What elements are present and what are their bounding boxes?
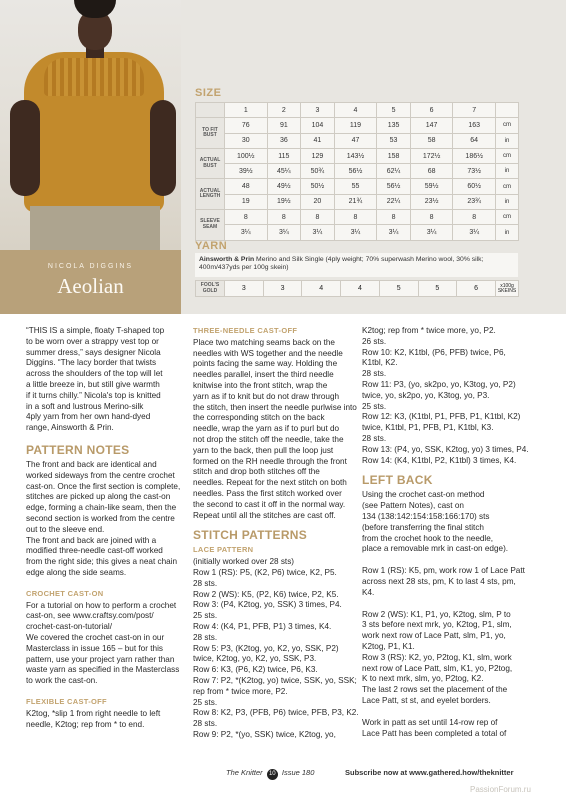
size-cell: 50¾ <box>301 164 335 179</box>
text-line: Repeat until all the stitches are cast off. <box>193 510 336 520</box>
size-cell: 23¾ <box>453 194 496 209</box>
text-line: 28 sts. <box>193 632 218 642</box>
text-line: Row 3 (RS): K2, yo, P2tog, K1, slm, work <box>362 652 512 662</box>
size-cell: 45¼ <box>267 164 301 179</box>
text-line: summer dress,” says designer Nicola <box>26 347 161 357</box>
skeins-unit: x100g SKEINS <box>496 281 519 297</box>
text-line: Row 2 (WS): K1, P1, yo, K2tog, slm, P to <box>362 609 511 619</box>
left-back-row2 <box>362 610 532 707</box>
text-line: needles with WS together and the needle <box>193 348 343 358</box>
watermark: PassionForum.ru <box>470 785 531 794</box>
text-line: worked sideways from the centre crochet <box>26 470 175 480</box>
text-line: Work in patt as set until 14-row rep of <box>362 717 498 727</box>
text-line: (before transferring the final stitch <box>362 522 484 532</box>
skirt <box>30 206 160 250</box>
size-cell: 36 <box>267 133 301 148</box>
text-line: waste yarn as specified in the Masterclass <box>26 665 180 675</box>
size-cell: 55 <box>334 179 377 194</box>
column-2 <box>193 326 359 741</box>
size-cell: 68 <box>410 164 453 179</box>
text-line: work next row of Lace Patt, slm, P1, yo, <box>362 631 506 641</box>
size-cell: 3¼ <box>377 225 411 240</box>
size-cell: 3¼ <box>267 225 301 240</box>
size-unit: in <box>496 133 519 148</box>
text-line: stitch and drop both stitches off the <box>193 467 320 477</box>
size-cell: 21¾ <box>334 194 377 209</box>
skein-count: 5 <box>418 281 457 297</box>
left-arm <box>10 100 40 196</box>
size-cell: 3¼ <box>301 225 335 240</box>
text-line: Lace Patt, st st, and eyelet borders. <box>362 695 491 705</box>
intro-text <box>26 326 181 434</box>
size-cell: 8 <box>334 210 377 225</box>
size-cell: 100½ <box>225 148 268 163</box>
text-line: K2tog; rep from * twice more, yo, P2. <box>362 326 496 335</box>
text-line: 25 sts. <box>193 697 218 707</box>
issue-number: Issue 180 <box>281 768 315 777</box>
text-line: twice, K1tbl, P1, PFB, P1, K1tbl, K3. <box>362 423 494 433</box>
text-line: Row 12: K3, (K1tbl, P1, PFB, P1, K1tbl, K2) <box>362 412 521 422</box>
yarn-heading: YARN <box>195 240 228 252</box>
text-line: 26 sts. <box>362 336 387 346</box>
size-cell: 50½ <box>301 179 335 194</box>
lace-yoke <box>44 58 144 96</box>
size-cell: 115 <box>267 148 301 163</box>
size-cell: 104 <box>301 118 335 133</box>
text-line: Using the crochet cast-on method <box>362 490 485 500</box>
size-cell: 39½ <box>225 164 268 179</box>
colour-label: FOOL'S GOLD <box>196 281 225 297</box>
flexible-cast-off-heading: FLEXIBLE CAST-OFF <box>26 696 107 706</box>
size-cell: 59½ <box>410 179 453 194</box>
size-cell: 49½ <box>267 179 301 194</box>
text-line: Row 8: K2, P3, (PFB, P6) twice, PFB, P3, K2. <box>193 708 359 718</box>
skein-count: 3 <box>225 281 264 297</box>
size-row <box>196 103 519 118</box>
text-line: points facing the same way. Holding the <box>193 359 338 369</box>
size-cell: 3¼ <box>334 225 377 240</box>
size-row-label: SLEEVE SEAM <box>196 210 225 241</box>
text-line: The last 2 rows set the placement of the <box>362 685 508 695</box>
text-line: cast-on. Once the first section is complete, <box>26 481 181 491</box>
yarn-desc: Merino and Silk Single (4ply weight; 70% superwash Merino wool, 30% silk; 400m/437yds per 100g skein) <box>199 256 484 271</box>
text-line: Row 1 (RS): K5, pm, work row 1 of Lace Patt <box>362 566 525 576</box>
size-cell: 58 <box>410 133 453 148</box>
text-line: range, Ainsworth & Prin. <box>26 423 114 433</box>
text-line: Row 10: K2, K1tbl, (P6, PFB) twice, P6, <box>362 347 506 357</box>
size-cell: 76 <box>225 118 268 133</box>
text-line: Row 9: P2, *(yo, SSK) twice, K2tog, yo, <box>193 729 336 739</box>
text-line: twice, K2tog, yo, K2, yo, SSK, P3. <box>193 654 317 664</box>
size-cell: 143½ <box>334 148 377 163</box>
size-cell: 7 <box>453 103 496 118</box>
text-line: from the crochet hook to the needle, <box>362 533 494 543</box>
left-back-work <box>362 718 532 740</box>
size-cell: 3 <box>301 103 335 118</box>
size-cell: 41 <box>301 133 335 148</box>
text-line: 28 sts. <box>362 369 387 379</box>
text-line: to work the cast-on. <box>26 676 98 686</box>
text-line: yarn as if to knit but do not draw through <box>193 391 340 401</box>
text-line: Row 11: P3, (yo, sk2po, yo, K3tog, yo, P2) <box>362 379 516 389</box>
size-cell: 48 <box>225 179 268 194</box>
size-cell: 8 <box>453 210 496 225</box>
size-cell: 135 <box>377 118 411 133</box>
text-line: Lace Patt has been completed a total of <box>362 728 507 738</box>
text-line: needles. Pass the first stitch worked over <box>193 488 342 498</box>
size-cell: 186½ <box>453 148 496 163</box>
size-cell: 8 <box>410 210 453 225</box>
size-cell: 8 <box>225 210 268 225</box>
size-unit: in <box>496 194 519 209</box>
size-cell: 8 <box>377 210 411 225</box>
magazine-name: The Knitter <box>226 768 263 777</box>
text-line: 134 (138:142:154:158:166:170) sts <box>362 511 490 521</box>
text-line: K2tog, *slip 1 from right needle to left <box>26 708 161 718</box>
text-line: second section is worked from the centre <box>26 513 175 523</box>
text-line: edge, forming a chain-like seam, then the <box>26 503 177 513</box>
text-line: next row of Lace Patt, slm, K1, yo, P2tog, <box>362 663 513 673</box>
text-line: crochet-cast-on-tutorial/ <box>26 622 113 632</box>
size-cell: 73½ <box>453 164 496 179</box>
size-cell: 2 <box>267 103 301 118</box>
text-line: Place two matching seams back on the <box>193 337 335 347</box>
text-line: Row 7: P2, *(K2tog, yo) twice, SSK, yo, SSK; <box>193 675 357 685</box>
text-line: if it turns chilly.” Nicola's top is knitted <box>26 390 161 400</box>
size-cell: 8 <box>267 210 301 225</box>
text-line: Row 4: (K4, P1, PFB, P1) 3 times, K4. <box>193 621 332 631</box>
lace-pattern-cont <box>362 326 532 466</box>
three-needle-heading: THREE-NEEDLE CAST-OFF <box>193 326 298 335</box>
size-cell: 30 <box>225 133 268 148</box>
text-line: For a tutorial on how to perform a crochet <box>26 600 177 610</box>
text-line: to be worn over a strappy vest top or <box>26 336 159 346</box>
text-line: modified three-needle cast-off worked <box>26 546 163 556</box>
skeins-table <box>195 280 519 297</box>
text-line: twice, yo, sk2po, yo, K3tog, yo, P3. <box>362 390 490 400</box>
text-line: Row 14: (K4, K1tbl, P2, K1tbl) 3 times, K4. <box>362 455 517 465</box>
size-cell: 56½ <box>377 179 411 194</box>
text-line: Row 3: (P4, K2tog, yo, SSK) 3 times, P4. <box>193 600 342 610</box>
text-line: We covered the crochet cast-on in our <box>26 632 165 642</box>
text-line: The front and back are joined with a <box>26 535 157 545</box>
text-line: “THIS IS a simple, floaty T-shaped top <box>26 326 165 335</box>
size-cell: 4 <box>334 103 377 118</box>
size-unit <box>496 103 519 118</box>
left-back-row1 <box>362 566 532 598</box>
size-cell: 53 <box>377 133 411 148</box>
hero-photo <box>0 0 181 250</box>
size-cell: 172½ <box>410 148 453 163</box>
text-line: Diggins. “The lacy border that twists <box>26 358 157 368</box>
size-cell: 64 <box>453 133 496 148</box>
size-unit: in <box>496 164 519 179</box>
size-row <box>196 194 519 209</box>
size-row <box>196 164 519 179</box>
text-line: yarn to the back, then pull the loop just <box>193 445 334 455</box>
size-cell: 19 <box>225 194 268 209</box>
subscribe-link[interactable]: Subscribe now at www.gathered.how/theknitter <box>345 768 514 777</box>
text-line: (see Pattern Notes), cast on <box>362 501 464 511</box>
size-cell: 3¼ <box>410 225 453 240</box>
text-line: 25 sts. <box>193 611 218 621</box>
skein-count: 3 <box>263 281 302 297</box>
text-line: a little breeze in, but still give warmth <box>26 379 160 389</box>
crochet-cast-on-heading: CROCHET CAST-ON <box>26 588 104 598</box>
text-line: 25 sts. <box>362 401 387 411</box>
skein-count: 4 <box>302 281 341 297</box>
size-cell: 163 <box>453 118 496 133</box>
pattern-notes-text <box>26 460 181 579</box>
size-row <box>196 225 519 240</box>
text-line: place a removable mrk in cast-on edge). <box>362 544 509 554</box>
text-line: rep from * twice more, P2. <box>193 686 288 696</box>
text-line: 28 sts. <box>362 433 387 443</box>
size-row-label <box>196 103 225 118</box>
size-cell: 23½ <box>410 194 453 209</box>
text-line: Row 6: K3, (P6, K2) twice, P6, K3. <box>193 665 318 675</box>
text-line: The front and back are identical and <box>26 459 157 469</box>
text-line: across the shoulders of the top will let <box>26 369 163 379</box>
designer-name: NICOLA DIGGINS <box>47 263 134 270</box>
text-line: Masterclass in issue 165 – but for this <box>26 643 163 653</box>
size-cell: 62¼ <box>377 164 411 179</box>
skein-count: 5 <box>379 281 418 297</box>
size-unit: in <box>496 225 519 240</box>
yarn-brand: Ainsworth & Prin <box>199 256 255 263</box>
text-line: 3 sts before next mrk, yo, K2tog, P1, slm, <box>362 620 512 630</box>
text-line: K2tog, P1, K1. <box>362 641 415 651</box>
skein-count: 6 <box>457 281 496 297</box>
text-line: 4ply yarn from her own hand-dyed <box>26 412 151 422</box>
text-line: formed on the RH needle through the front <box>193 456 347 466</box>
size-row-label: ACTUAL LENGTH <box>196 179 225 210</box>
text-line: stitches are picked up along the cast-on <box>26 492 171 502</box>
size-row-label: ACTUAL BUST <box>196 148 225 179</box>
text-line: needle, K2tog; rep from * to end. <box>26 719 145 729</box>
size-cell: 3¼ <box>225 225 268 240</box>
text-line: edge along the side seams. <box>26 567 127 577</box>
size-table <box>195 102 519 241</box>
text-line: not drop the stitch off the needle, take the <box>193 434 344 444</box>
text-line: pattern, use your project yarn rather than <box>26 654 175 664</box>
text-line: the corresponding stitch on the back <box>193 413 325 423</box>
size-cell: 47 <box>334 133 377 148</box>
text-line: across next 28 sts, pm, K to last 4 sts, pm, <box>362 576 516 586</box>
column-3 <box>362 326 532 739</box>
pattern-notes-heading: PATTERN NOTES <box>26 442 130 457</box>
text-line: Row 1 (RS): P5, (K2, P6) twice, K2, P5. <box>193 567 337 577</box>
text-line: 28 sts. <box>193 578 218 588</box>
size-cell: 129 <box>301 148 335 163</box>
size-cell: 5 <box>377 103 411 118</box>
size-row <box>196 210 519 225</box>
size-unit: cm <box>496 210 519 225</box>
text-line: knitwise into the front stitch, wrap the <box>193 380 328 390</box>
page-number: 10 <box>267 769 278 780</box>
size-row <box>196 179 519 194</box>
lace-pattern-text <box>193 557 359 741</box>
text-line: 28 sts. <box>193 719 218 729</box>
size-cell: 91 <box>267 118 301 133</box>
flexible-cast-off-text <box>26 709 181 731</box>
size-row <box>196 148 519 163</box>
text-line: needle, wrap the yarn as if to purl but do <box>193 424 340 434</box>
size-cell: 147 <box>410 118 453 133</box>
size-cell: 56½ <box>334 164 377 179</box>
text-line: out to the sleeve end. <box>26 524 105 534</box>
title-block <box>0 250 181 314</box>
skeins-row <box>196 281 519 297</box>
pattern-title: Aeolian <box>57 274 124 298</box>
size-cell: 22¼ <box>377 194 411 209</box>
size-cell: 119 <box>334 118 377 133</box>
skein-count: 4 <box>341 281 380 297</box>
crochet-cast-on-text <box>26 601 181 687</box>
text-line: Row 2 (WS): K5, (P2, K6) twice, P2, K5. <box>193 589 339 599</box>
size-cell: 1 <box>225 103 268 118</box>
text-line: Row 13: (P4, yo, SSK, K2tog, yo) 3 times, P4. <box>362 444 529 454</box>
stitch-patterns-heading: STITCH PATTERNS <box>193 528 308 543</box>
size-cell: 8 <box>301 210 335 225</box>
left-back-heading: LEFT BACK <box>362 473 433 488</box>
right-arm <box>150 100 176 196</box>
size-unit: cm <box>496 179 519 194</box>
text-line: K1tbl, K2. <box>362 358 398 368</box>
text-line: the stitch, then insert the needle purlwise into <box>193 402 357 412</box>
text-line: from the right side; this gives a neat chain <box>26 557 178 567</box>
hair <box>74 0 116 18</box>
size-cell: 3¼ <box>453 225 496 240</box>
footer-left <box>226 768 314 780</box>
left-back-text <box>362 490 532 555</box>
size-cell: 20 <box>301 194 335 209</box>
text-line: Row 5: P3, (K2tog, yo, K2, yo, SSK, P2) <box>193 643 339 653</box>
size-cell: 19½ <box>267 194 301 209</box>
size-row <box>196 133 519 148</box>
size-cell: 60½ <box>453 179 496 194</box>
text-line: K to next mrk, slm, yo, P2tog, K2. <box>362 674 484 684</box>
text-line: needles. Repeat for the next stitch on both <box>193 478 347 488</box>
yarn-description <box>195 253 518 277</box>
column-1 <box>26 326 181 730</box>
text-line: K4. <box>362 587 375 597</box>
size-cell: 6 <box>410 103 453 118</box>
size-unit: cm <box>496 148 519 163</box>
size-row <box>196 118 519 133</box>
size-row-label: TO FIT BUST <box>196 118 225 149</box>
size-cell: 158 <box>377 148 411 163</box>
three-needle-text <box>193 338 355 522</box>
text-line: needles parallel, insert the third needle <box>193 370 334 380</box>
text-line: in a soft and lustrous Merino-silk <box>26 401 144 411</box>
size-heading: SIZE <box>195 87 222 99</box>
text-line: the second to cast it off in the normal way. <box>193 499 346 509</box>
text-line: cast-on, see www.craftsy.com/post/ <box>26 611 154 621</box>
size-unit: cm <box>496 118 519 133</box>
lace-pattern-heading: LACE PATTERN <box>193 545 254 555</box>
text-line: (initially worked over 28 sts) <box>193 557 295 567</box>
